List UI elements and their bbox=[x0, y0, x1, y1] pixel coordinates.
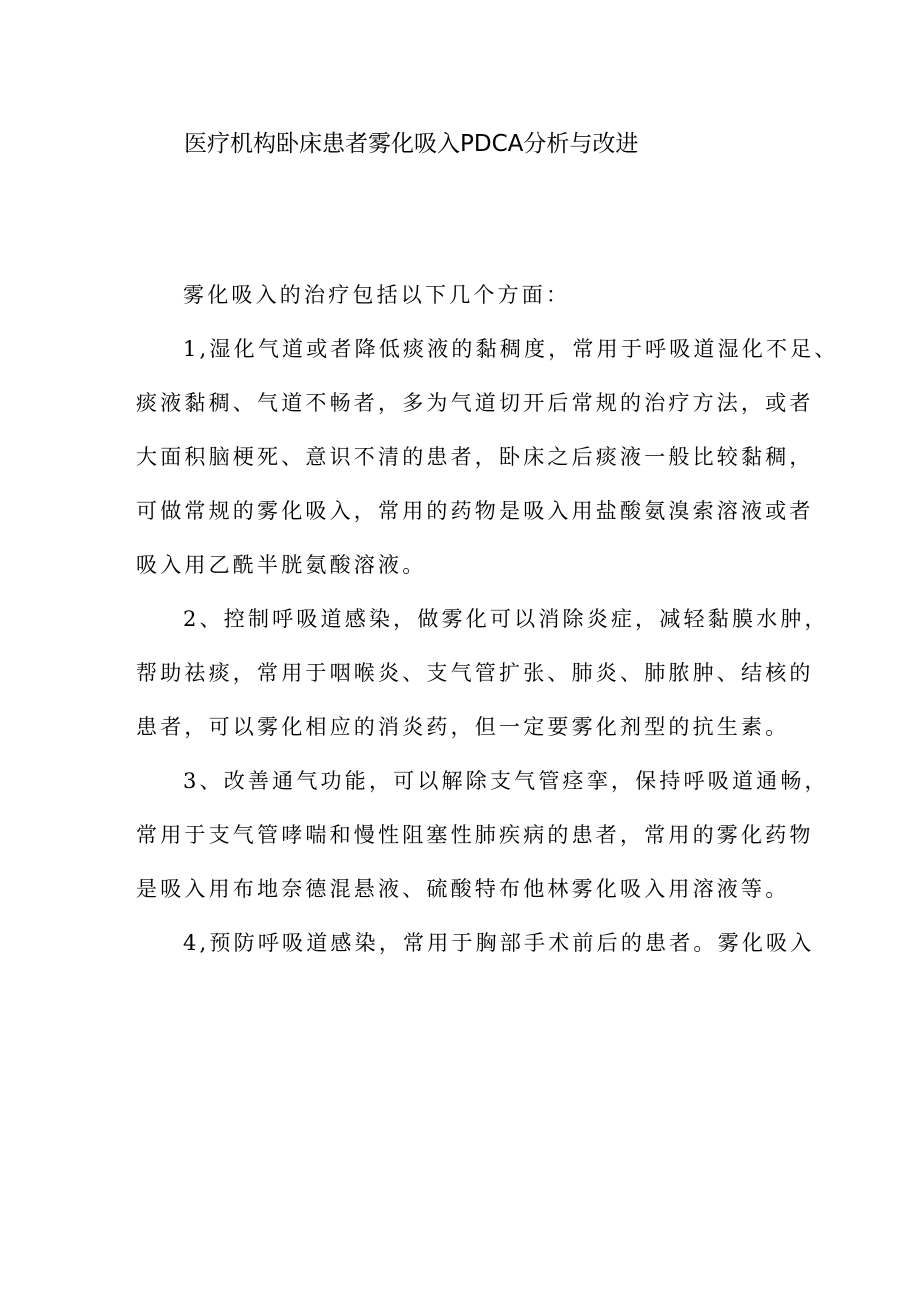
paragraph-line: 痰液黏稠、气道不畅者，多为气道切开后常规的治疗方法，或者 bbox=[136, 391, 814, 415]
paragraph-line: 可做常规的雾化吸入，常用的药物是吸入用盐酸氨溴索溶液或者 bbox=[136, 499, 814, 523]
paragraph-line: 常用于支气管哮喘和慢性阻塞性肺疾病的患者，常用的雾化药物 bbox=[136, 823, 814, 847]
paragraph-line-item-4: 4,预防呼吸道感染，常用于胸部手术前后的患者。雾化吸入 bbox=[183, 931, 815, 955]
paragraph-line: 吸入用乙酰半胱氨酸溶液。 bbox=[136, 553, 427, 577]
paragraph-line-item-3: 3、改善通气功能，可以解除支气管痉挛，保持呼吸道通畅， bbox=[183, 769, 829, 793]
paragraph-line: 帮助祛痰，常用于咽喉炎、支气管扩张、肺炎、肺脓肿、结核的 bbox=[136, 661, 814, 685]
paragraph-line: 大面积脑梗死、意识不清的患者，卧床之后痰液一般比较黏稠， bbox=[136, 445, 814, 469]
document-title: 医疗机构卧床患者雾化吸入PDCA分析与改进 bbox=[184, 131, 639, 157]
paragraph-line: 是吸入用布地奈德混悬液、硫酸特布他林雾化吸入用溶液等。 bbox=[136, 877, 790, 901]
paragraph-line-item-2: 2、控制呼吸道感染，做雾化可以消除炎症，减轻黏膜水肿， bbox=[183, 607, 829, 631]
paragraph-line-item-1: 1,湿化气道或者降低痰液的黏稠度，常用于呼吸道湿化不足、 bbox=[183, 337, 839, 361]
paragraph-line: 患者，可以雾化相应的消炎药，但一定要雾化剂型的抗生素。 bbox=[136, 715, 790, 739]
paragraph-line-intro: 雾化吸入的治疗包括以下几个方面： bbox=[183, 283, 571, 307]
document-body bbox=[136, 268, 839, 970]
